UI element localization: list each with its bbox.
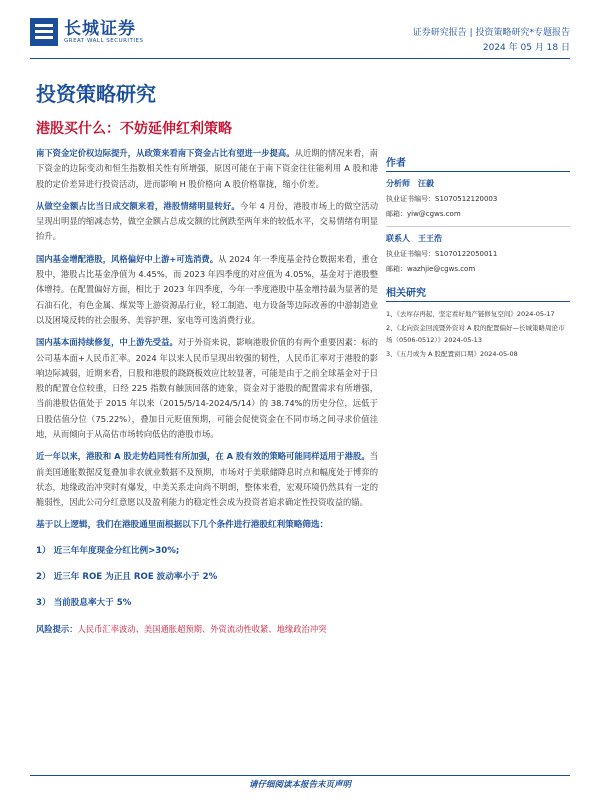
paragraph-lead: 从做空金额占比当日成交额来看，港股情绪明显转好。 [36, 200, 240, 211]
page-title: 投资策略研究 [36, 82, 156, 106]
header-divider [30, 58, 570, 59]
authors-heading: 作者 [386, 154, 570, 172]
criteria-item: 3） 当前股息率大于 5% [36, 597, 132, 608]
page-footer: 请仔细阅读本报告末页声明 [248, 780, 351, 790]
criteria-intro: 基于以上逻辑，我们在港股通里面根据以下几个条件进行港股红利策略筛选： [36, 519, 329, 530]
paragraph-lead: 国内基本面持续修复，中上游先受益。 [36, 337, 178, 348]
related-heading: 相关研究 [386, 284, 570, 302]
author-email[interactable]: 邮箱：wazhjie@cgws.com [386, 265, 476, 273]
risk-text: 人民币汇率波动、美国通胀超预期、外资流动性收紧、地缘政治冲突 [77, 623, 327, 634]
criteria-item: 2） 近三年 ROE 为正且 ROE 波动率小于 2% [36, 571, 218, 582]
paragraph-body: 从近期的情况来看，南下资金的边际变动和恒生指数相关性有所增强，原因可能在于南下资金往往能利用 A 股和港股的定价差异进行投资活动，进而影响 H 股价格向 A 股价格靠拢，缩小价差。 [36, 148, 378, 189]
sidebar [386, 146, 570, 362]
criteria-item: 1） 近三年年度现金分红比例>30%; [36, 545, 180, 556]
footer-divider [30, 775, 570, 776]
author-email[interactable]: 邮箱：yiw@cgws.com [386, 210, 461, 218]
report-subtitle: 港股买什么：不妨延伸红利策略 [36, 121, 232, 137]
divider [386, 226, 570, 227]
risk-warning [36, 622, 378, 637]
related-item[interactable]: 1、《去库存再起，坚定看好地产链修复空间》2024-05-17 [386, 310, 555, 318]
paragraph-lead: 南下资金定价权边际提升，从政策来看南下资金占比有望进一步提高。 [36, 148, 295, 158]
paragraph-lead: 国内基金增配港股，风格偏好中上游+可选消费。 [36, 253, 219, 264]
paragraph-body: 当前美国通胀数据反复叠加非农就业数据不及预期，市场对于美联储降息时点和幅度处于博弈的状态，地缘政治冲突时有爆发，中美关系走向尚不明朗，整体来看，宏观环境仍然具有一定的脆弱性，因此公司分红意愿以及盈利能力的稳定性会成为投资者追求确定性投资收益的锚。 [36, 451, 378, 508]
related-item[interactable]: 2、《北向资金回流暨外资对 A 股的配置偏好—长城策略周论市场（0506-0512）》2024-05-13 [386, 324, 565, 344]
paragraph-body: 对于外资来说，影响港股价值的有两个重要因素：标的公司基本面+人民币汇率。2024 年以来人民币呈现出较强的韧性，人民币汇率对于港股的影响边际减弱，近期来看，日股和港股的跷跷板效应比较显著，可能是由于之前全球基金对于日股的配置仓位较重，日经 225 指数有触顶回落的迹象，资金对于港股的配置需求有所增强，当前港股估值处于 2015 年以来（2015/5/14-2024/5/14）的 38.74%的历史分位，远低于日股估值分位（75.22%），叠加日元贬值预期，可能会促使资金在不同市场之间寻求价值洼地，从而倾向于从高估市场转向低估的港股市场。 [36, 337, 378, 440]
author-name: 联系人 王王浩 [386, 234, 442, 243]
page-header [0, 0, 600, 58]
report-date: 2024 年 05 月 18 日 [482, 43, 570, 53]
paragraph [36, 449, 378, 510]
report-type: 证券研究报告 | 投资策略研究*专题报告 [412, 28, 570, 38]
author-cert: 执业证书编号：S1070512120003 [386, 195, 498, 203]
paragraph [36, 335, 378, 442]
main-content [36, 146, 378, 637]
risk-label: 风险提示： [36, 623, 78, 634]
logo-cn: 长城证券 [64, 19, 136, 39]
related-item[interactable]: 3、《五月或为 A 股配置窗口期》2024-05-08 [386, 350, 518, 358]
header-info [413, 26, 570, 56]
author-cert: 执业证书编号：S1070122050011 [386, 250, 498, 258]
paragraph [36, 146, 378, 192]
logo-mark-icon [30, 18, 58, 46]
paragraph-lead: 近一年以来，港股和 A 股走势趋同性有所加强，在 A 股有效的策略可能同样适用于港股。 [36, 451, 370, 462]
paragraph-body: 今年 4 月份，港股市场上的做空活动呈现出明显的缩减态势，做空金额占总成交额的比例跌至两年来的较低水平，交易情绪有明显抬升。 [36, 200, 378, 242]
paragraph-body: 从 2024 年一季度基金持仓数据来看，重仓股中，港股占比基金净值为 4.45%，而 2023 年四季度的对应值为 4.05%，基金对于港股整体增持。在配置偏好方面，相比于 2023 年四季度，今年一季度港股中基金增持最为显著的是石油石化，有色金属、煤炭等上游资源品行业，轻工制造、电力设备等边际改善的中游制造业以及困境反转的社会服务、美容护理、家电等可选消费行业。 [36, 253, 378, 325]
paragraph [36, 199, 378, 245]
company-logo [30, 18, 144, 46]
author-name: 分析师 汪毅 [386, 179, 434, 188]
paragraph [36, 252, 378, 328]
logo-en: GREAT WALL SECURITIES [64, 38, 144, 44]
